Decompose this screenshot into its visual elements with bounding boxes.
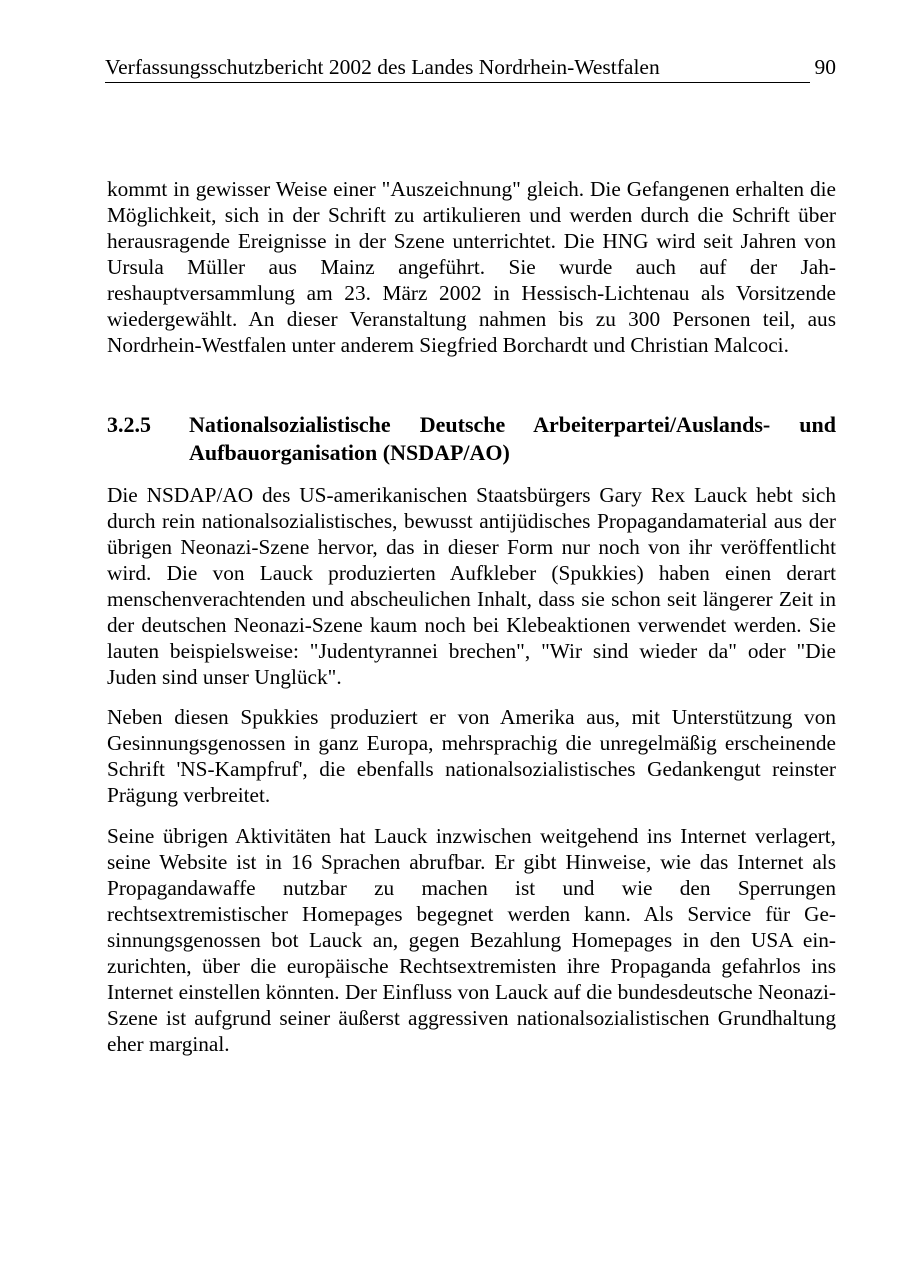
header-rule — [105, 82, 810, 83]
paragraph-nsdap-intro: Die NSDAP/AO des US-amerikanischen Staatsbürgers Gary Rex Lauck hebt sich durch rein nationalsozialistisches, bewusst antijüdisches Propagandamaterial aus der übrigen Neonazi-Szene hervor, das in dieser Form nur noch von ihr veröffentlicht wird. Die von Lauck produzierten Aufkleber (Spukkies) haben einen derart menschenverachtenden und abscheulichen Inhalt, dass sie schon seit längerer Zeit in der deutschen Neonazi-Szene kaum noch bei Klebeaktionen verwendet werden. Sie lauten beispielsweise: "Judentyrannei brechen", "Wir sind wieder da" oder "Die Juden sind unser Unglück". — [107, 483, 836, 689]
page-header — [105, 52, 836, 86]
section-title: Nationalsozialistische Deutsche Arbeiterpartei/Auslands- und Aufbauorganisation (NSDAP/AO) — [189, 412, 836, 465]
paragraph-ns-kampfruf: Neben diesen Spukkies produziert er von Amerika aus, mit Unterstützung von Gesinnungsgenossen in ganz Europa, mehrsprachig die unregelmäßig erscheinende Schrift 'NS-Kampfruf', die ebenfalls nationalsozialistisches Gedankengut reinster Prägung verbreitet. — [107, 705, 836, 807]
section-number: 3.2.5 — [107, 412, 151, 437]
paragraph-internet: Seine übrigen Aktivitäten hat Lauck inzwischen weitgehend ins Internet verlagert, seine Website ist in 16 Sprachen abrufbar. Er gibt Hinweise, wie das Internet als Propagandawaffe nutzbar zu machen ist und wie den Sperrungen rechtsextremistischer Homepages begegnet werden kann. Als Service für Gesinnungsgenossen bot Lauck an, gegen Bezahlung Homepages in den USA einzurichten, über die europäische Rechtsextremisten ihre Propaganda gefahrlos ins Internet einstellen könnten. Der Einfluss von Lauck auf die bundesdeutsche Neonazi-Szene ist aufgrund seiner äußerst aggressiven nationalsozialistischen Grundhaltung eher marginal. — [107, 824, 836, 1056]
paragraph-hng: kommt in gewisser Weise einer "Auszeichnung" gleich. Die Gefangenen erhalten die Möglichkeit, sich in der Schrift zu artikulieren und werden durch die Schrift über herausragende Ereignisse in der Szene unterrichtet. Die HNG wird seit Jahren von Ursula Müller aus Mainz angeführt. Sie wurde auch auf der Jahreshauptversammlung am 23. März 2002 in Hessisch-Lichtenau als Vorsitzende wiedergewählt. An dieser Veranstaltung nahmen bis zu 300 Personen teil, aus Nordrhein-Westfalen unter anderem Siegfried Borchardt und Christian Malcoci. — [107, 177, 836, 357]
header-title: Verfassungsschutzbericht 2002 des Landes Nordrhein-Westfalen — [105, 55, 660, 79]
page-number: 90 — [814, 55, 836, 79]
